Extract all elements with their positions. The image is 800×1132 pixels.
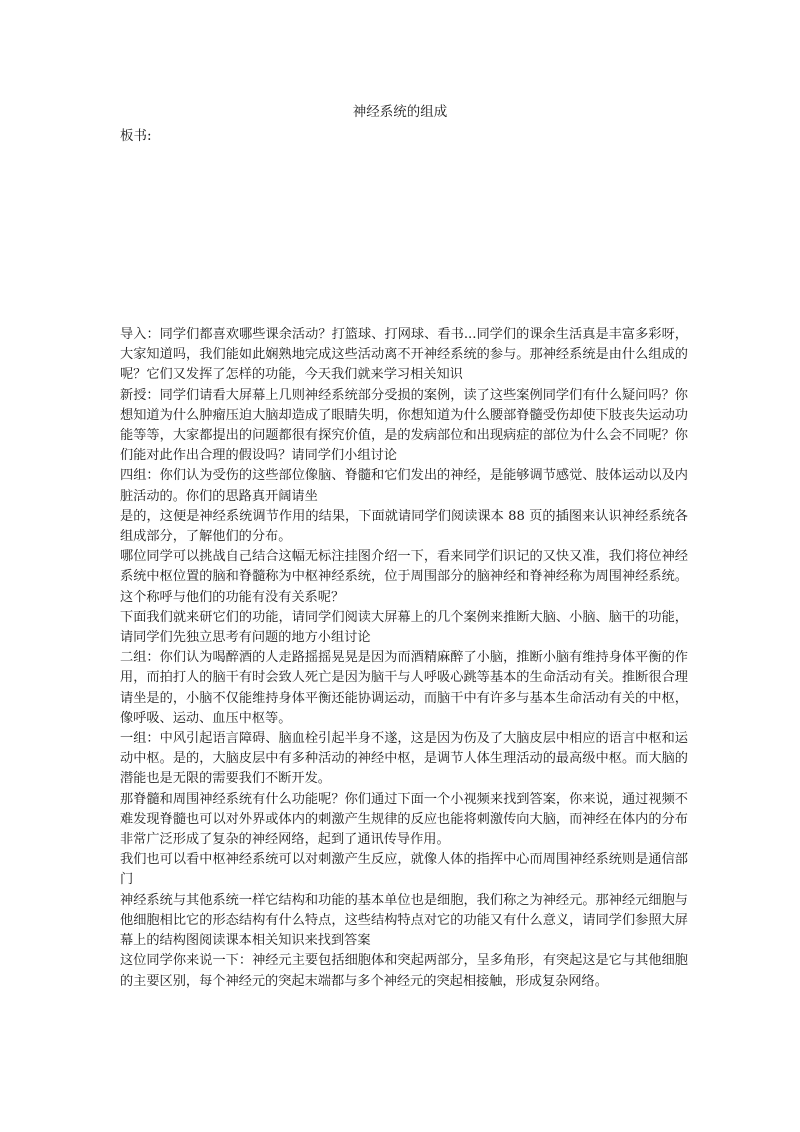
paragraph-intro: 导入：同学们都喜欢哪些课余活动？打篮球、打网球、看书...同学们的课余生活真是丰富多彩呀，大家知道吗，我们能如此娴熟地完成这些活动离不开神经系统的参与。那神经系统是由什么组成的呢？它们又发挥了怎样的功能，今天我们就来学习相关知识	[120, 327, 688, 383]
paragraph-neuron-answer: 这位同学你来说一下：神经元主要包括细胞体和突起两部分，呈多角形，有突起这是它与其他细胞的主要区别，每个神经元的突起末端都与多个神经元的突起相接触，形成复杂网络。	[120, 953, 688, 989]
paragraph-group-four: 四组：你们认为受伤的这些部位像脑、脊髓和它们发出的神经，是能够调节感觉、肢体运动以及内脏活动的。你们的思路真开阔请坐	[120, 468, 688, 504]
board-label: 板书:	[120, 128, 152, 144]
paragraph-new-lesson: 新授：同学们请看大屏幕上几则神经系统部分受损的案例，读了这些案例同学们有什么疑问吗？你想知道为什么肿瘤压迫大脑却造成了眼睛失明，你想知道为什么腰部脊髓受伤却使下肢丧失运动功能等等，大家都提出的问题都很有探究价值，是的发病部位和出现病症的部位为什么会不同呢？你们能对此作出合理的假设吗？请同学们小组讨论	[120, 387, 688, 464]
paragraph-brain-functions: 下面我们就来研它们的功能，请同学们阅读大屏幕上的几个案例来推断大脑、小脑、脑干的功能，请同学们先独立思考有问题的地方小组讨论	[120, 609, 688, 646]
paragraph-textbook-reading: 是的，这便是神经系统调节作用的结果，下面就请同学们阅读课本 88 页的插图来认识神经系统各组成部分，了解他们的分布。	[120, 508, 688, 545]
paragraph-command-center: 我们也可以看中枢神经系统可以对刺激产生反应，就像人体的指挥中心而周围神经系统则是通信部门	[120, 852, 688, 888]
document-title: 神经系统的组成	[352, 104, 448, 120]
paragraph-group-two: 二组：你们认为喝醉酒的人走路摇摇晃晃是因为而酒精麻醉了小脑，推断小脑有维持身体平衡的作用，而拍打人的脑干有时会致人死亡是因为脑干与人呼吸心跳等基本的生命活动有关。推断很合理请坐是的，小脑不仅能维持身体平衡还能协调运动，而脑干中有许多与基本生命活动有关的中枢，像呼吸、运动、血压中枢等。	[120, 650, 688, 726]
paragraph-nervous-system-parts: 哪位同学可以挑战自己结合这幅无标注挂图介绍一下，看来同学们识记的又快又准，我们将位神经系统中枢位置的脑和脊髓称为中枢神经系统，位于周围部分的脑神经和脊神经称为周围神经系统。这个称呼与他们的功能有没有关系呢？	[120, 549, 688, 605]
paragraph-group-one: 一组：中风引起语言障碍、脑血栓引起半身不遂，这是因为伤及了大脑皮层中相应的语言中枢和运动中枢。是的，大脑皮层中有多种活动的神经中枢，是调节人体生理活动的最高级中枢。而大脑的潜能也是无限的需要我们不断开发。	[120, 731, 688, 787]
document-body	[120, 325, 688, 992]
paragraph-neuron: 神经系统与其他系统一样它结构和功能的基本单位也是细胞，我们称之为神经元。那神经元细胞与他细胞相比它的形态结构有什么特点，这些结构特点对它的功能又有什么意义，请同学们参照大屏幕上的结构图阅读课本相关知识来找到答案	[120, 892, 688, 949]
paragraph-spinal-cord: 那脊髓和周围神经系统有什么功能呢？你们通过下面一个小视频来找到答案，你来说，通过视频不难发现脊髓也可以对外界或体内的刺激产生规律的反应也能将刺激传向大脑，而神经在体内的分布非常广泛形成了复杂的神经网络，起到了通讯传导作用。	[120, 791, 688, 848]
